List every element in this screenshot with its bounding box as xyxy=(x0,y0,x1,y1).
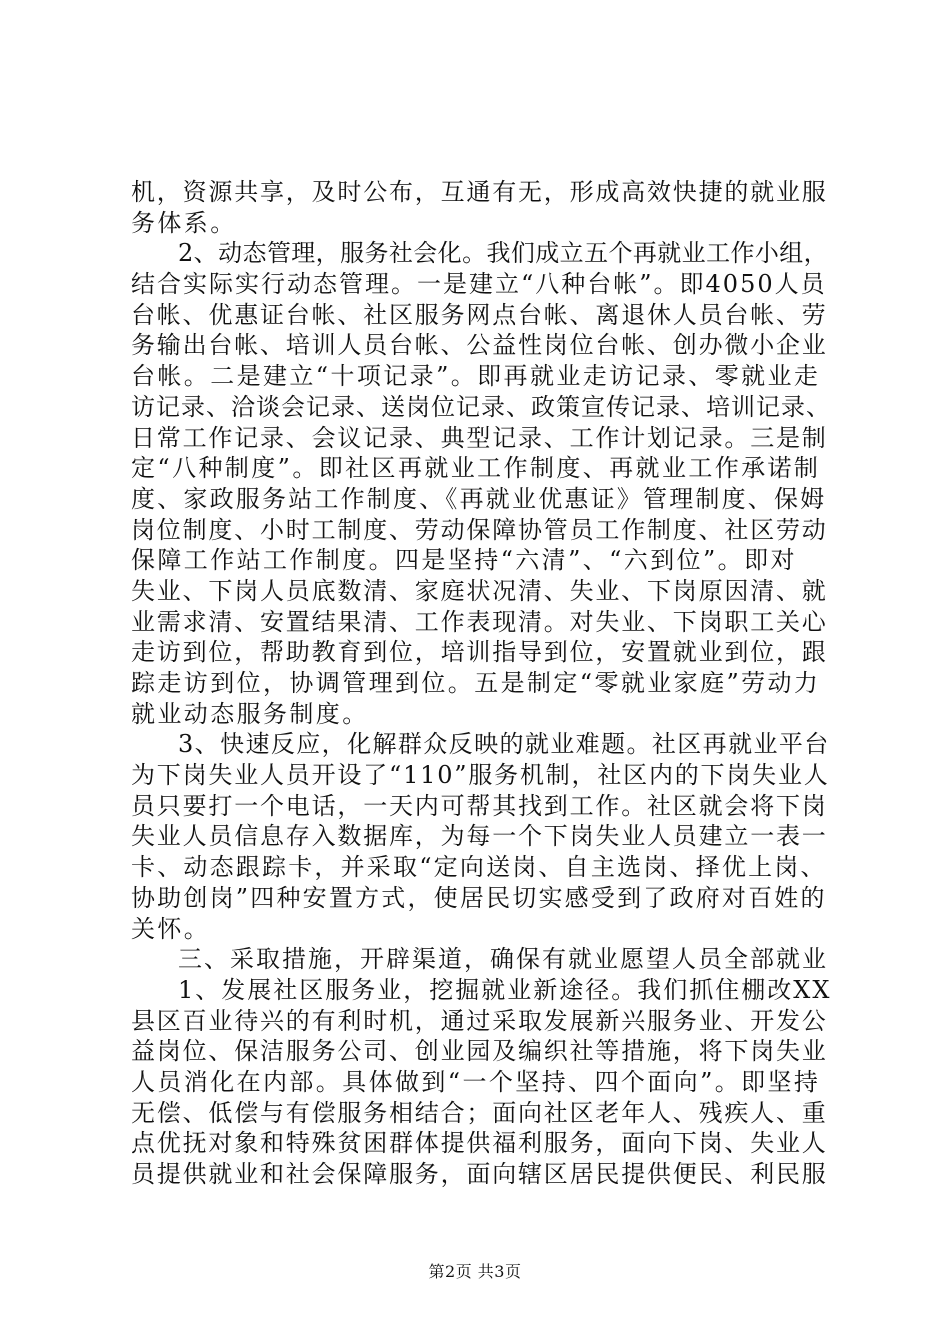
text-line: 1、发展社区服务业，挖掘就业新途径。我们抓住棚改XX xyxy=(178,975,832,1004)
text-line: 员提供就业和社会保障服务，面向辖区居民提供便民、利民服 xyxy=(131,1160,828,1188)
text-line: 点优抚对象和特殊贫困群体提供福利服务，面向下岗、失业人 xyxy=(131,1129,828,1158)
text-line: 业需求清、安置结果清、工作表现清。对失业、下岗职工关心 xyxy=(131,607,828,636)
text-line: 卡、动态跟踪卡，并采取“定向送岗、自主选岗、择优上岗、 xyxy=(131,853,827,882)
text-line: 关怀。 xyxy=(131,914,211,943)
text-line: 为下岗失业人员开设了“110”服务机制，社区内的下岗失业人 xyxy=(131,761,830,790)
text-line: 2、动态管理，服务社会化。我们成立五个再就业工作小组， xyxy=(178,239,829,268)
text-line: 度、家政服务站工作制度、《再就业优惠证》管理制度、保姆 xyxy=(131,484,827,513)
text-line: 结合实际实行动态管理。一是建立“八种台帐”。即4050人员 xyxy=(131,270,827,299)
text-line: 保障工作站工作制度。四是坚持“六清”、“六到位”。即对 xyxy=(131,546,797,575)
text-line: 岗位制度、小时工制度、劳动保障协管员工作制度、社区劳动 xyxy=(131,515,828,544)
text-line: 务输出台帐、培训人员台帐、公益性岗位台帐、创办微小企业 xyxy=(131,331,828,360)
text-line: 踪走访到位，协调管理到位。五是制定“零就业家庭”劳动力 xyxy=(131,669,821,697)
text-line: 务体系。 xyxy=(131,208,237,237)
text-line: 3、快速反应，化解群众反映的就业难题。社区再就业平台 xyxy=(178,730,830,759)
document-body xyxy=(131,177,831,1190)
text-line: 台帐。二是建立“十项记录”。即再就业走访记录、零就业走 xyxy=(131,362,821,391)
text-line: 机，资源共享，及时公布，互通有无，形成高效快捷的就业服 xyxy=(131,178,828,206)
text-line: 失业、下岗人员底数清、家庭状况清、失业、下岗原因清、就 xyxy=(131,576,828,605)
text-line: 益岗位、保洁服务公司、创业园及编织社等措施，将下岗失业 xyxy=(131,1037,828,1066)
text-line: 县区百业待兴的有利时机，通过采取发展新兴服务业、开发公 xyxy=(131,1006,828,1035)
text-line: 日常工作记录、会议记录、典型记录、工作计划记录。三是制 xyxy=(131,423,828,452)
text-line: 三、采取措施，开辟渠道，确保有就业愿望人员全部就业 xyxy=(178,945,828,974)
page-footer: 第2页 共3页 xyxy=(428,1262,522,1281)
text-line: 走访到位，帮助教育到位，培训指导到位，安置就业到位，跟 xyxy=(131,638,828,667)
text-line: 无偿、低偿与有偿服务相结合；面向社区老年人、残疾人、重 xyxy=(131,1098,828,1127)
text-line: 访记录、洽谈会记录、送岗位记录、政策宣传记录、培训记录、 xyxy=(131,392,831,421)
text-line: 人员消化在内部。具体做到“一个坚持、四个面向”。即坚持 xyxy=(131,1067,821,1096)
text-line: 失业人员信息存入数据库，为每一个下岗失业人员建立一表一 xyxy=(131,822,828,851)
text-line: 定“八种制度”。即社区再就业工作制度、再就业工作承诺制 xyxy=(131,454,821,483)
text-line: 就业动态服务制度。 xyxy=(131,699,369,728)
text-line: 员只要打一个电话，一天内可帮其找到工作。社区就会将下岗 xyxy=(131,791,828,820)
text-line: 协助创岗”四种安置方式，使居民切实感受到了政府对百姓的 xyxy=(131,883,827,912)
text-line: 台帐、优惠证台帐、社区服务网点台帐、离退休人员台帐、劳 xyxy=(131,300,828,329)
